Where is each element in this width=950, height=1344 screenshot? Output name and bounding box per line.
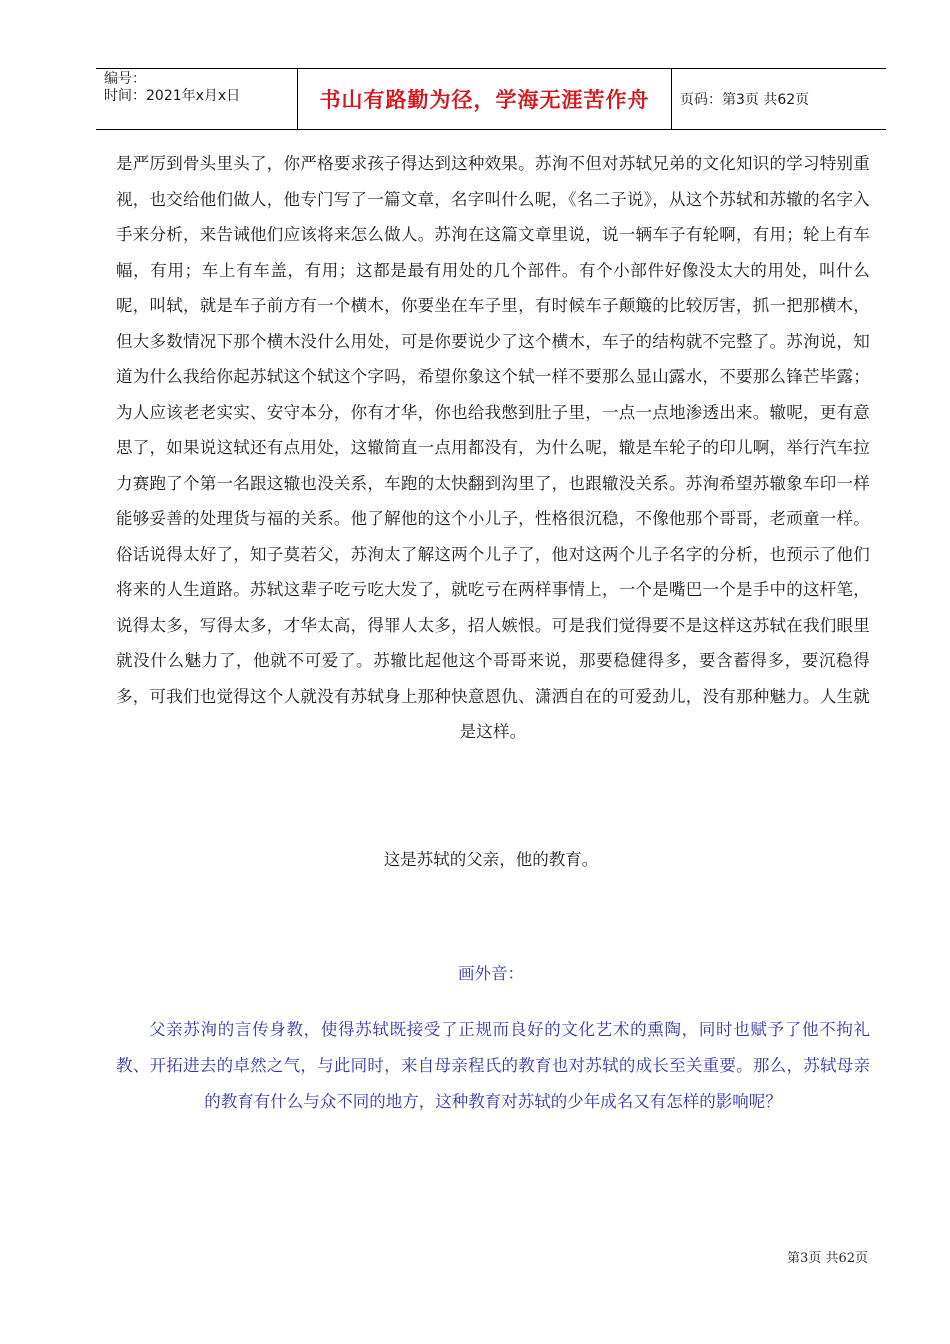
closing-line: 这是苏轼的父亲，他的教育。 [383,850,599,869]
page-header [96,68,886,130]
header-page-code: 页码：第3页 共62页 [680,92,810,108]
main-paragraph: 是严厉到骨头里头了，你严格要求孩子得达到这种效果。苏洵不但对苏轼兄弟的文化知识的学习特别重视，也交给他们做人，他专门写了一篇文章，名字叫什么呢，《名二子说》，从这个苏轼和苏辙的名字入手来分析，来告诫他们应该将来怎么做人。苏洵在这篇文章里说，说一辆车子有轮啊，有用；轮上有车幅，有用；车上有车盖，有用；这都是最有用处的几个部件。有个小部件好像没太大的用处，叫什么呢，叫轼，就是车子前方有一个横木，你要坐在车子里，有时候车子颠簸的比较厉害，抓一把那横木，但大多数情况下那个横木没什么用处，可是你要说少了这个横木，车子的结构就不完整了。苏洵说，知道为什么我给你起苏轼这个轼这个字吗，希望你象这个轼一样不要那么显山露水，不要那么锋芒毕露；为人应该老老实实、安守本分，你有才华，你也给我憋到肚子里，一点一点地渗透出来。辙呢，更有意思了，如果说这轼还有点用处，这辙简直一点用都没有，为什么呢，辙是车轮子的印儿啊，举行汽车拉力赛跑了个第一名跟这辙也没关系，车跑的太快翻到沟里了，也跟辙没关系。苏洵希望苏辙象车印一样能够妥善的处理货与福的关系。他了解他的这个小儿子，性格很沉稳，不像他那个哥哥，老顽童一样。俗话说得太好了，知子莫若父，苏洵太了解这两个儿子了，他对这两个儿子名字的分析，也预示了他们将来的人生道路。苏轼这辈子吃亏吃大发了，就吃亏在两样事情上，一个是嘴巴一个是手中的这杆笔，说得太多，写得太多，才华太高，得罪人太多，招人嫉恨。可是我们觉得要不是这样这苏轼在我们眼里就没什么魅力了，他就不可爱了。苏辙比起他这个哥哥来说，那要稳健得多，要含蓄得多，要沉稳得多，可我们也觉得这个人就没有苏轼身上那种快意恩仇、潇洒自在的可爱劲儿，没有那种魅力。人生就是这样。 [116,154,870,741]
header-page-code-cell [672,69,886,129]
document-number-label: 编号： [104,71,146,87]
voiceover-paragraph: 父亲苏洵的言传身教，使得苏轼既接受了正规而良好的文化艺术的熏陶，同时也赋予了他不拘礼教、开拓进去的卓然之气，与此同时，来自母亲程氏的教育也对苏轼的成长至关重要。那么，苏轼母亲的教育有什么与众不同的地方，这种教育对苏轼的少年成名又有怎样的影响呢？ [116,1020,870,1111]
page-footer: 第3页 共62页 [787,1251,868,1266]
header-meta [96,69,298,129]
header-motto-cell [298,69,672,129]
header-motto: 书山有路勤为径，学海无涯苦作舟 [319,88,650,112]
voiceover-title: 画外音： [458,964,524,983]
document-date: 时间：2021年x月x日 [104,88,241,104]
main-content [116,146,870,750]
